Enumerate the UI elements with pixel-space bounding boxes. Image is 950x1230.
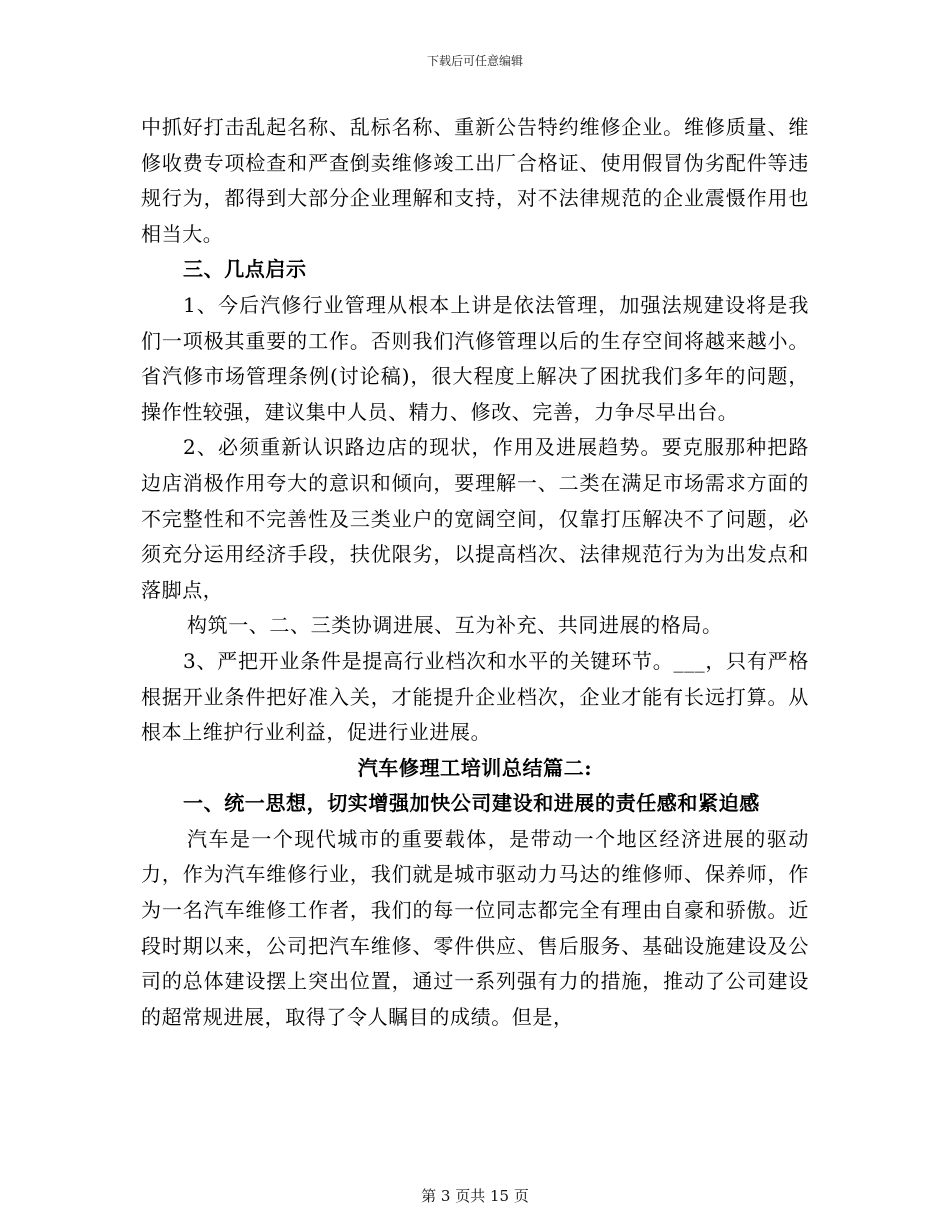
document-body bbox=[141, 110, 809, 1035]
paragraph-insight-3: 3、严把开业条件是提高行业档次和水平的关键环节。___，只有严格根据开业条件把好准入关，才能提升企业档次，企业才能有长远打算。从根本上维护行业利益，促进行业进展。 bbox=[141, 648, 809, 745]
section-heading-insights: 三、几点启示 bbox=[183, 257, 307, 282]
paragraph-insight-2: 2、必须重新认识路边店的现状，作用及进展趋势。要克服那种把路边店消极作用夸大的意识和倾向，要理解一、二类在满足市场需求方面的不完整性和不完善性及三类业户的宽阔空间，仅靠打压解决不了问题，必须充分运用经济手段，扶优限劣，以提高档次、法律规范行为为出发点和落脚点， bbox=[141, 435, 809, 602]
page-header: 下载后可任意编辑 bbox=[426, 54, 523, 68]
paragraph-automobile-role: 汽车是一个现代城市的重要载体，是带动一个地区经济进展的驱动力，作为汽车维修行业，我们就是城市驱动力马达的维修师、保养师，作为一名汽车维修工作者，我们的每一位同志都完全有理由自豪和骄傲。近段时期以来，公司把汽车维修、零件供应、售后服务、基础设施建设及公司的总体建设摆上突出位置，通过一系列强有力的措施，推动了公司建设的超常规进展，取得了令人瞩目的成绩。但是， bbox=[141, 826, 809, 1029]
paragraph-continued: 中抓好打击乱起名称、乱标名称、重新公告特约维修企业。维修质量、维修收费专项检查和严查倒卖维修竣工出厂合格证、使用假冒伪劣配件等违规行为，都得到大部分企业理解和支持，对不法律规范的企业震慑作用也相当大。 bbox=[141, 115, 809, 246]
section-heading-unify-thinking: 一、统一思想，切实增强加快公司建设和进展的责任感和紧迫感 bbox=[183, 791, 760, 816]
page-footer: 第 3 页共 15 页 bbox=[421, 1187, 529, 1205]
paragraph-insight-2-cont: 构筑一、二、三类协调进展、互为补充、共同进展的格局。 bbox=[187, 613, 723, 638]
paragraph-insight-1: 1、今后汽修行业管理从根本上讲是依法管理，加强法规建设将是我们一项极其重要的工作。否则我们汽修管理以后的生存空间将越来越小。省汽修市场管理条例(讨论稿)，很大程度上解决了困扰我们多年的问题，操作性较强，建议集中人员、精力、修改、完善，力争尽早出台。 bbox=[141, 292, 809, 424]
article-title-part-two: 汽车修理工培训总结篇二: bbox=[357, 755, 593, 780]
